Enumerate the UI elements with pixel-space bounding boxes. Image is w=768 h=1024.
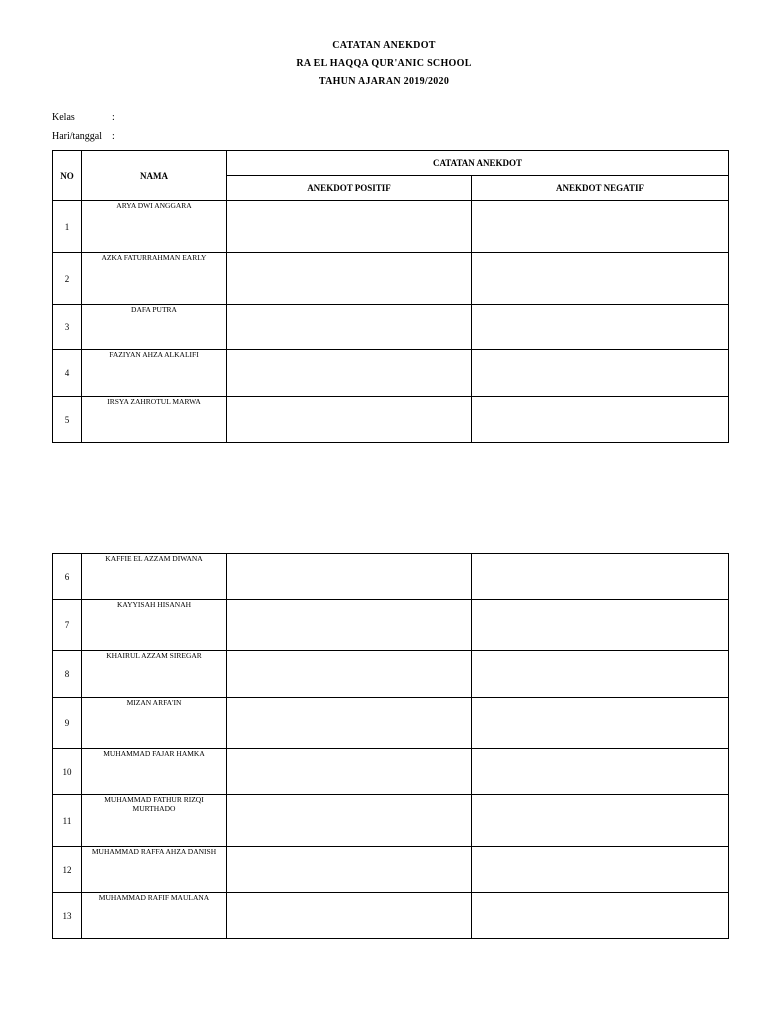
negative-anecdote-cell[interactable] bbox=[472, 397, 729, 443]
student-name: KAYYISAH HISANAH bbox=[82, 600, 227, 651]
row-number: 12 bbox=[53, 847, 82, 893]
hari-separator: : bbox=[112, 131, 115, 142]
col-header-group: CATATAN ANEKDOT bbox=[227, 151, 729, 176]
academic-year: TAHUN AJARAN 2019/2020 bbox=[318, 76, 450, 87]
table-row bbox=[53, 397, 729, 443]
student-name: AZKA FATURRAHMAN EARLY bbox=[82, 253, 227, 305]
positive-anecdote-cell[interactable] bbox=[227, 749, 472, 795]
positive-anecdote-cell[interactable] bbox=[227, 698, 472, 749]
negative-anecdote-cell[interactable] bbox=[472, 554, 729, 600]
positive-anecdote-cell[interactable] bbox=[227, 305, 472, 350]
student-name: FAZIYAN AHZA ALKALIFI bbox=[82, 350, 227, 397]
negative-anecdote-cell[interactable] bbox=[472, 847, 729, 893]
row-number: 9 bbox=[53, 698, 82, 749]
col-header-nama: NAMA bbox=[82, 151, 227, 201]
row-number: 8 bbox=[53, 651, 82, 698]
anecdote-table-2 bbox=[52, 553, 729, 939]
kelas-row bbox=[52, 112, 115, 123]
negative-anecdote-cell[interactable] bbox=[472, 305, 729, 350]
table-row bbox=[53, 350, 729, 397]
negative-anecdote-cell[interactable] bbox=[472, 749, 729, 795]
positive-anecdote-cell[interactable] bbox=[227, 350, 472, 397]
student-name: KHAIRUL AZZAM SIREGAR bbox=[82, 651, 227, 698]
table-row bbox=[53, 749, 729, 795]
student-name: IRSYA ZAHROTUL MARWA bbox=[82, 397, 227, 443]
hari-row bbox=[52, 131, 115, 142]
row-number: 6 bbox=[53, 554, 82, 600]
negative-anecdote-cell[interactable] bbox=[472, 600, 729, 651]
table-row bbox=[53, 554, 729, 600]
table-row bbox=[53, 795, 729, 847]
positive-anecdote-cell[interactable] bbox=[227, 795, 472, 847]
row-number: 11 bbox=[53, 795, 82, 847]
positive-anecdote-cell[interactable] bbox=[227, 554, 472, 600]
negative-anecdote-cell[interactable] bbox=[472, 698, 729, 749]
row-number: 13 bbox=[53, 893, 82, 939]
col-header-positif: ANEKDOT POSITIF bbox=[227, 176, 472, 201]
row-number: 7 bbox=[53, 600, 82, 651]
row-number: 2 bbox=[53, 253, 82, 305]
positive-anecdote-cell[interactable] bbox=[227, 847, 472, 893]
table-row bbox=[53, 305, 729, 350]
student-name: ARYA DWI ANGGARA bbox=[82, 201, 227, 253]
row-number: 4 bbox=[53, 350, 82, 397]
row-number: 10 bbox=[53, 749, 82, 795]
positive-anecdote-cell[interactable] bbox=[227, 651, 472, 698]
negative-anecdote-cell[interactable] bbox=[472, 253, 729, 305]
anecdote-table-1 bbox=[52, 150, 729, 443]
row-number: 3 bbox=[53, 305, 82, 350]
table-row bbox=[53, 698, 729, 749]
student-name: MUHAMMAD RAFIF MAULANA bbox=[82, 893, 227, 939]
col-header-negatif: ANEKDOT NEGATIF bbox=[472, 176, 729, 201]
positive-anecdote-cell[interactable] bbox=[227, 893, 472, 939]
table-row bbox=[53, 651, 729, 698]
student-name: MUHAMMAD RAFFA AHZA DANISH bbox=[82, 847, 227, 893]
negative-anecdote-cell[interactable] bbox=[472, 350, 729, 397]
negative-anecdote-cell[interactable] bbox=[472, 201, 729, 253]
student-name: MUHAMMAD FAJAR HAMKA bbox=[82, 749, 227, 795]
positive-anecdote-cell[interactable] bbox=[227, 397, 472, 443]
kelas-label: Kelas bbox=[52, 112, 75, 123]
row-number: 5 bbox=[53, 397, 82, 443]
positive-anecdote-cell[interactable] bbox=[227, 600, 472, 651]
table-row bbox=[53, 893, 729, 939]
doc-title: CATATAN ANEKDOT bbox=[332, 40, 436, 51]
student-name: MUHAMMAD FATHUR RIZQI MURTHADO bbox=[82, 795, 227, 847]
student-name: MIZAN ARFA'IN bbox=[82, 698, 227, 749]
positive-anecdote-cell[interactable] bbox=[227, 201, 472, 253]
negative-anecdote-cell[interactable] bbox=[472, 651, 729, 698]
negative-anecdote-cell[interactable] bbox=[472, 795, 729, 847]
student-name: KAFFIE EL AZZAM DIWANA bbox=[82, 554, 227, 600]
school-name: RA EL HAQQA QUR'ANIC SCHOOL bbox=[296, 58, 472, 69]
table-row bbox=[53, 847, 729, 893]
hari-label: Hari/tanggal bbox=[52, 131, 102, 142]
kelas-separator: : bbox=[112, 112, 115, 123]
student-name: DAFA PUTRA bbox=[82, 305, 227, 350]
positive-anecdote-cell[interactable] bbox=[227, 253, 472, 305]
table-row bbox=[53, 253, 729, 305]
table-row bbox=[53, 201, 729, 253]
row-number: 1 bbox=[53, 201, 82, 253]
negative-anecdote-cell[interactable] bbox=[472, 893, 729, 939]
table-row bbox=[53, 600, 729, 651]
col-header-no: NO bbox=[53, 151, 82, 201]
